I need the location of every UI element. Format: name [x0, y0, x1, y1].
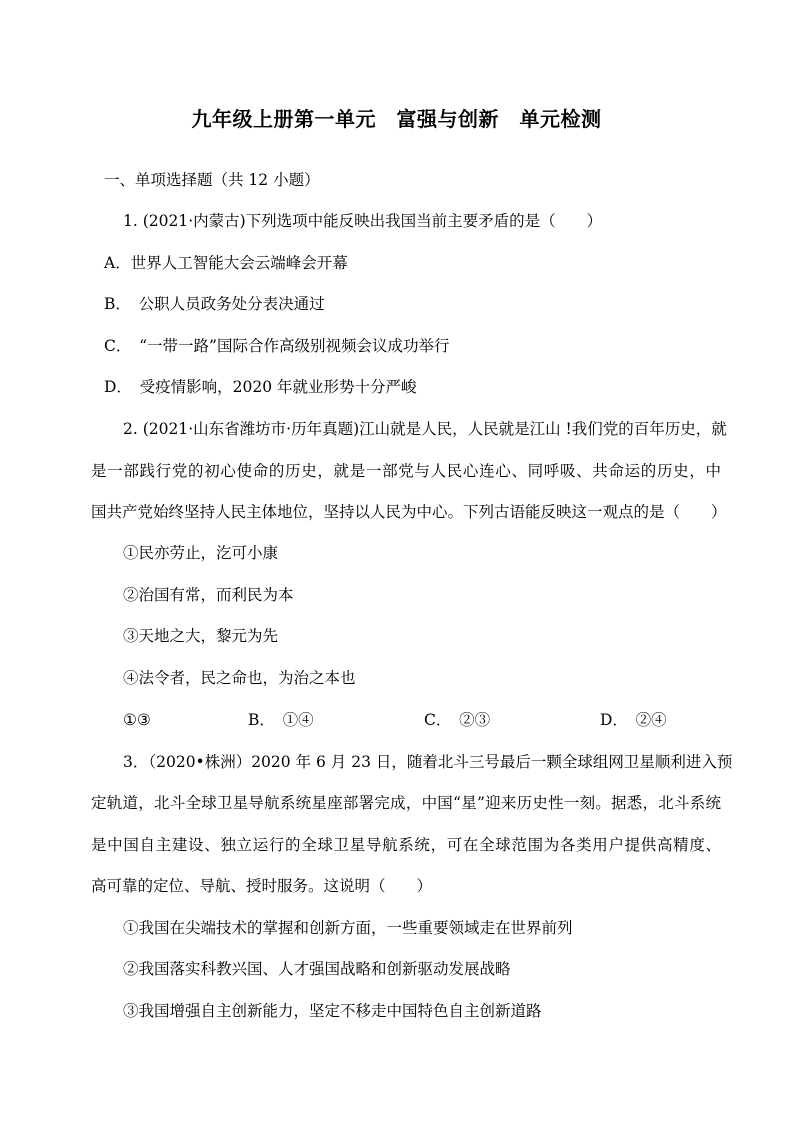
- q3-stem-line-1: 3．（2020•株洲）2020 年 6 月 23 日，随着北斗三号最后一颗全球组网卫星顺利进入预: [123, 753, 733, 771]
- q3-item-1: ①我国在尖端技术的掌握和创新方面，一些重要领域走在世界前列: [123, 919, 573, 937]
- q2-choice-d: D． ②④: [600, 711, 667, 729]
- q2-choice-c: C． ②③: [424, 711, 491, 729]
- q1-stem: 1. (2021·内蒙古)下列选项中能反映出我国当前主要矛盾的是（ ）: [123, 212, 603, 230]
- q3-item-3: ③我国增强自主创新能力，坚定不移走中国特色自主创新道路: [123, 1002, 542, 1020]
- q2-item-2: ②治国有常，而利民为本: [123, 586, 294, 604]
- q3-item-2: ②我国落实科教兴国、人才强国战略和创新驱动发展战略: [123, 960, 511, 978]
- q3-stem-line-2: 定轨道，北斗全球卫星导航系统星座部署完成，中国“星”迎来历史性一刻。据悉，北斗系统: [91, 794, 721, 812]
- page-title: 九年级上册第一单元 富强与创新 单元检测: [191, 107, 602, 131]
- q1-option-b: B． 公职人员政务处分表决通过: [104, 295, 325, 313]
- q2-item-3: ③天地之大，黎元为先: [123, 627, 279, 645]
- q3-stem-line-3: 是中国自主建设、独立运行的全球卫星导航系统，可在全球范围为各类用户提供高精度、: [91, 836, 721, 854]
- q1-option-c: C． “一带一路”国际合作高级别视频会议成功举行: [104, 337, 450, 355]
- q1-option-d: D． 受疫情影响，2020 年就业形势十分严峻: [104, 378, 417, 396]
- q2-item-1: ①民亦劳止，汔可小康: [123, 544, 279, 562]
- q2-stem-line-1: 2. (2021·山东省潍坊市·历年真题)江山就是人民，人民就是江山 !我们党的百年历史，就: [123, 420, 727, 438]
- q2-choice-b: B． ①④: [248, 711, 314, 729]
- q1-option-a: A．世界人工智能大会云端峰会开幕: [104, 254, 348, 272]
- q2-stem-line-3: 国共产党始终坚持人民主体地位，坚持以人民为中心。下列古语能反映这一观点的是（ ）: [91, 503, 727, 521]
- section-heading: 一、单项选择题（共 12 小题）: [104, 171, 320, 189]
- q3-stem-line-4: 高可靠的定位、导航、授时服务。这说明（ ）: [91, 877, 433, 895]
- q2-item-4: ④法令者，民之命也，为治之本也: [123, 669, 356, 687]
- q2-choice-a: ①③: [123, 711, 151, 729]
- q2-stem-line-2: 是一部践行党的初心使命的历史，就是一部党与人民心连心、同呼吸、共命运的历史，中: [91, 462, 721, 480]
